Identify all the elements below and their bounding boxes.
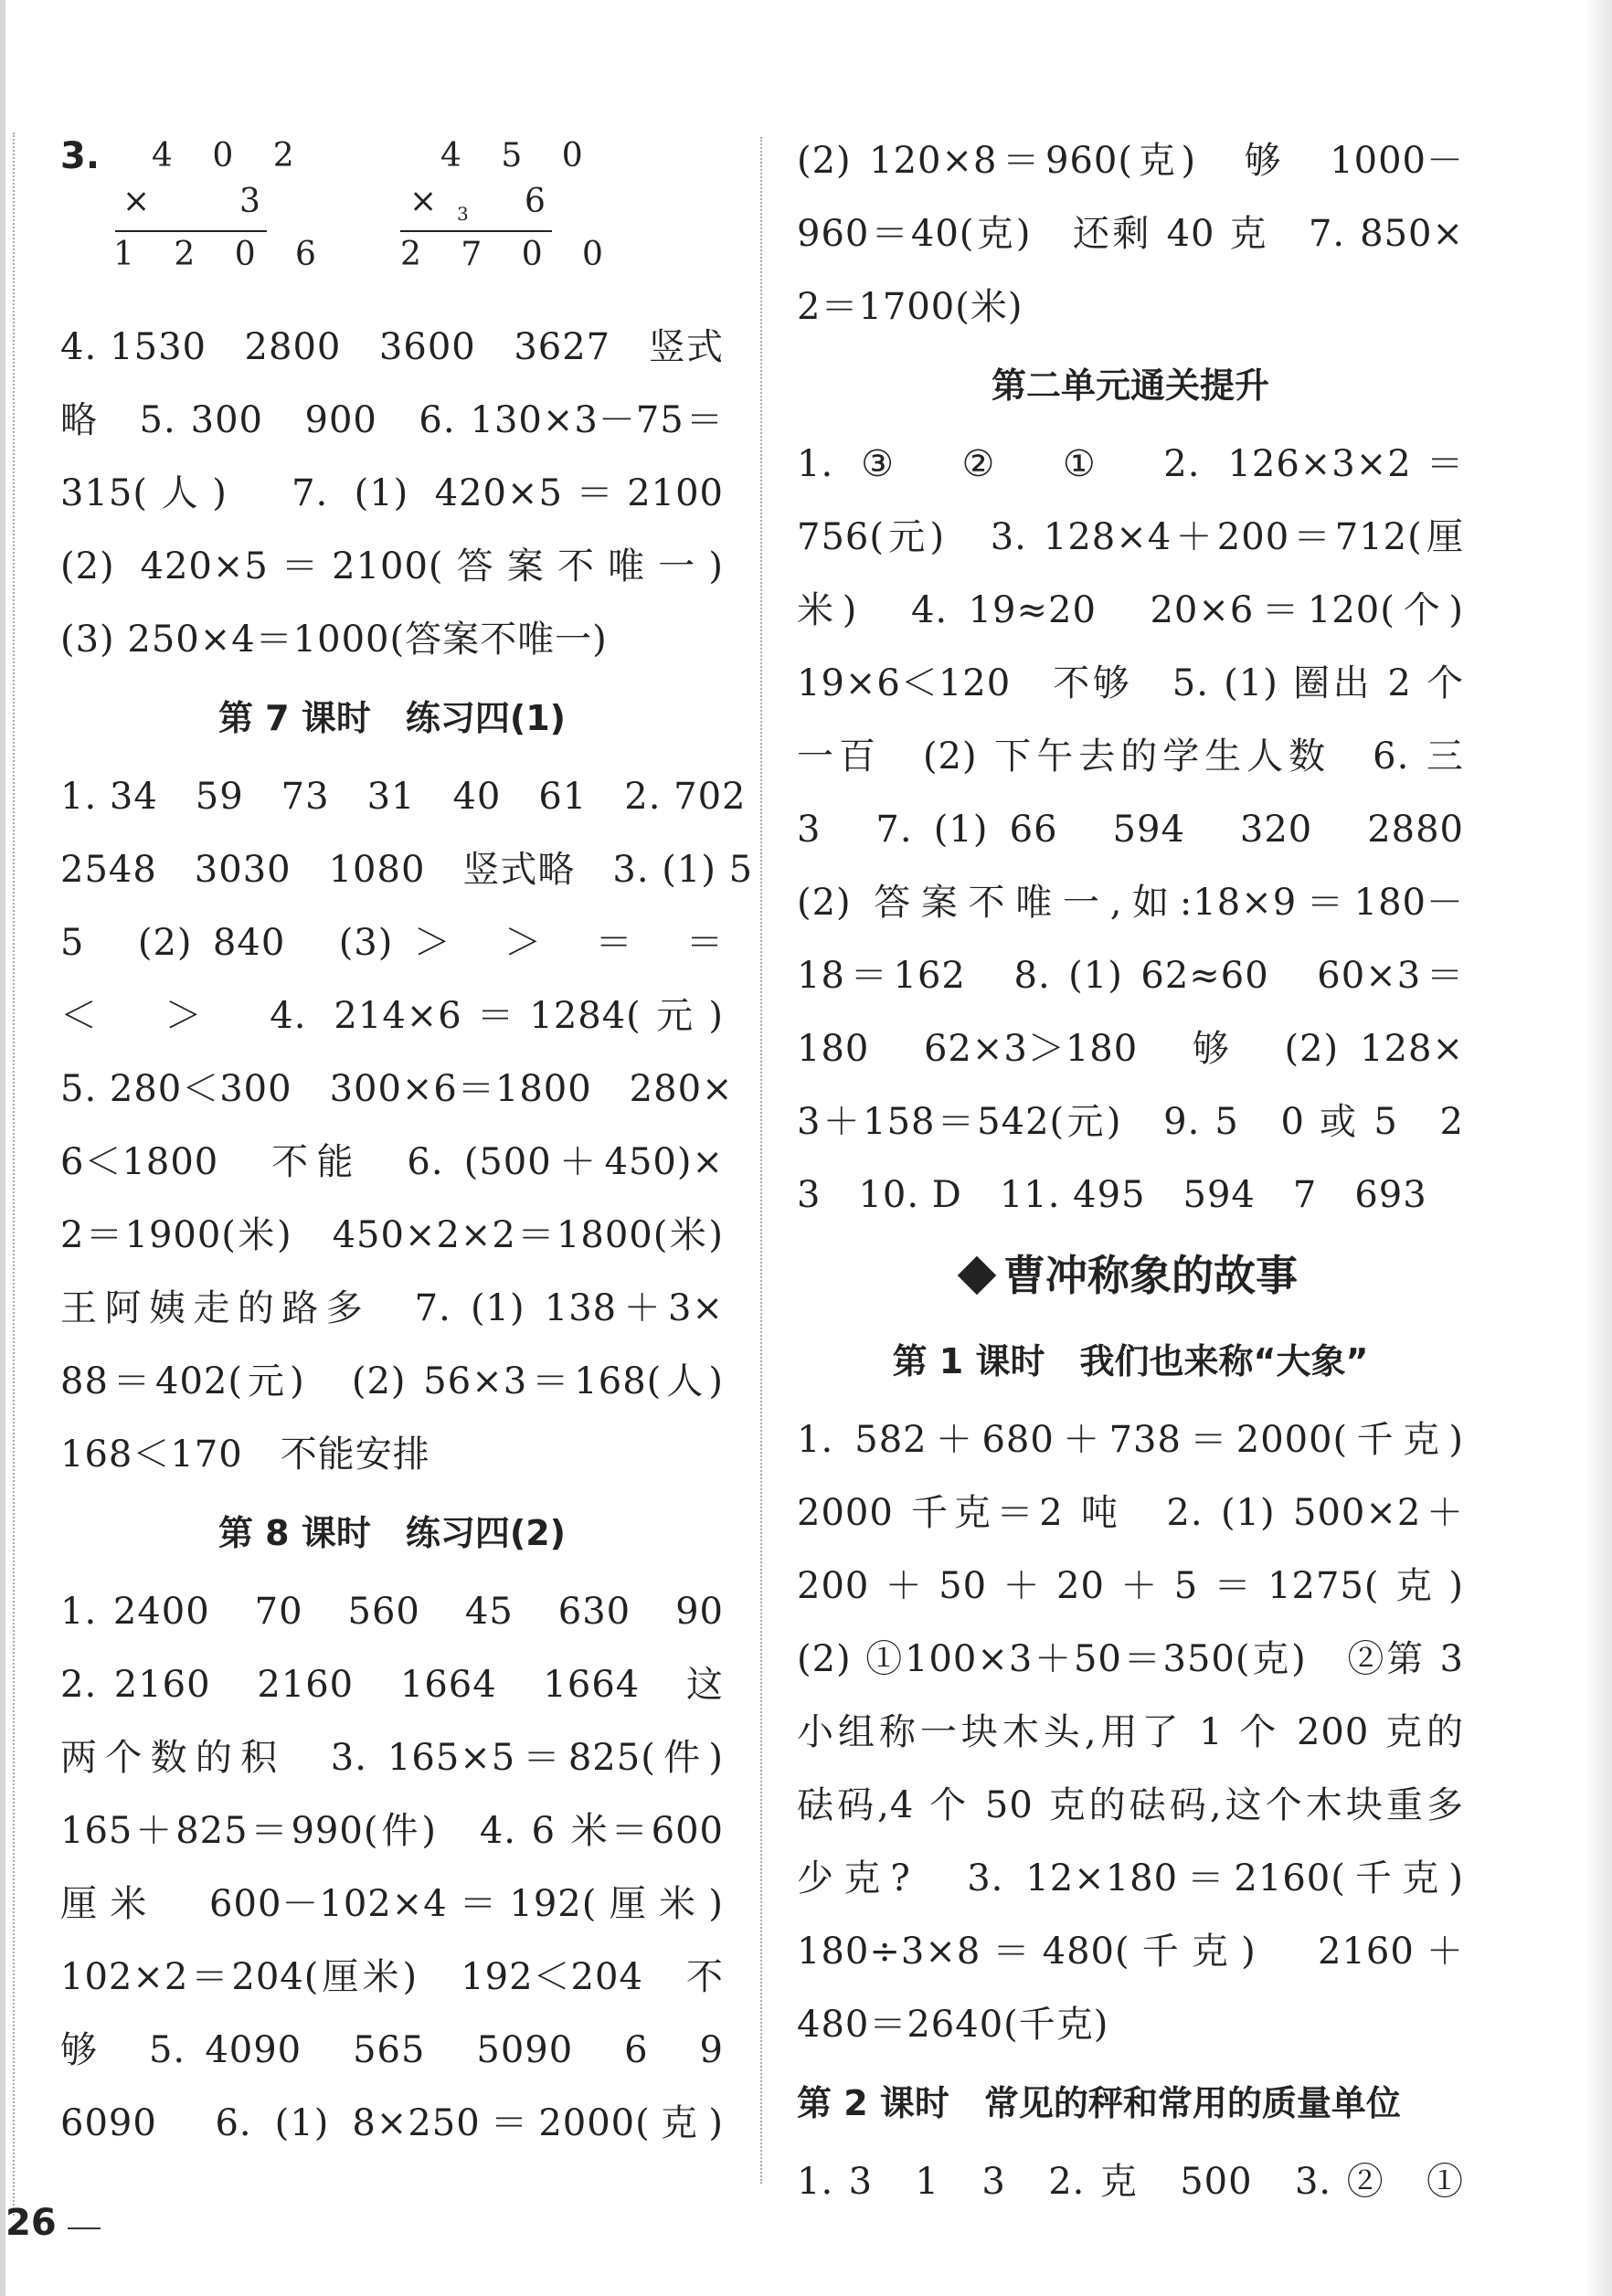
answer-line: 19×6＜120 不够 5. (1) 圈出 2 个 [797,662,1464,704]
answer-line: 88＝402(元) (2) 56×3＝168(人) [60,1360,724,1402]
answer-line: (2) 答案不唯一,如:18×9＝180－ [797,882,1464,924]
diamond-icon [958,1256,996,1295]
answer-line: 王阿姨走的路多 7. (1) 138＋3× [60,1287,724,1329]
column-divider [760,137,762,2184]
answer-line: 2＝1900(米) 450×2×2＝1800(米) [60,1214,724,1256]
unit-title [797,1232,1464,1319]
answer-line: 960＝40(克) 还剩 40 克 7. 850× [797,213,1464,255]
answer-line: 3＋158＝542(元) 9. 5 0 或 5 2 [797,1101,1464,1143]
section-heading: 第 8 课时 练习四(2) [217,1513,567,1553]
answer-line: 1. 34 59 73 31 40 61 2. 702 [60,776,747,818]
section-heading: 第 7 课时 练习四(1) [217,698,567,738]
vertical-multiplication-block [60,128,724,311]
answer-line: (2) ①100×3＋50＝350(克) ②第 3 [797,1638,1464,1680]
multiplier: 6 [525,183,560,220]
answer-line: 168＜170 不能安排 [60,1434,430,1476]
answer-line: 180÷3×8＝480(千克) 2160＋ [797,1931,1464,1973]
answer-line: (2) 120×8＝960(克) 够 1000－ [797,140,1464,182]
question-number: 3. [60,135,101,177]
answer-line: 18＝162 8. (1) 62≈60 60×3＝ [797,955,1464,997]
page-number-dash [68,2227,101,2229]
answer-line: 480＝2640(千克) [797,2004,1109,2046]
page-edge-left [0,0,5,2296]
answer-line: 2＝1700(米) [797,286,1023,328]
answer-line: 厘米 600－102×4＝192(厘米) [60,1883,724,1925]
right-column [797,124,1464,2218]
answer-line: 165＋825＝990(件) 4. 6 米＝600 [60,1810,724,1852]
times-sign: × [122,183,165,220]
answer-line: 200＋50＋20＋5＝1275(克) [797,1565,1464,1607]
section-heading: 第 1 课时 我们也来称“大象” [892,1341,1369,1381]
answer-line: 两个数的积 3. 165×5＝825(件) [60,1737,724,1779]
answer-line: 米) 4. 19≈20 20×6＝120(个) [797,589,1464,631]
carry-digit: 3 [457,203,469,225]
answer-line: 一百 (2) 下午去的学生人数 6. 三 [797,735,1464,778]
section-heading: 第二单元通关提升 [991,365,1269,406]
answer-line: 砝码,4 个 50 克的砝码,这个木块重多 [797,1784,1464,1826]
answer-line: 2548 3030 1080 竖式略 3. (1) 5 [60,849,754,891]
answer-line: 5 (2) 840 (3) ＞ ＞ ＝ ＝ [60,922,724,964]
answer-line: 3 10. D 11. 495 594 7 693 [797,1174,1427,1216]
answer-line: 6＜1800 不能 6. (500＋450)× [60,1141,724,1183]
page-edge-right [1585,0,1612,2296]
answer-line: 180 62×3＞180 够 (2) 128× [797,1028,1464,1070]
answer-line: 2. 2160 2160 1664 1664 这 [60,1664,724,1706]
multiplier: 3 [239,183,275,220]
answer-line: ＜ ＞ 4. 214×6＝1284(元) [60,995,724,1037]
section-heading: 第 2 课时 常见的秤和常用的质量单位 [797,2083,1401,2123]
result-line [400,230,552,232]
answer-line: 5. 280＜300 300×6＝1800 280× [60,1068,734,1110]
margin-rule [13,132,15,2216]
product: 1 2 0 6 [113,236,331,273]
answer-line: 102×2＝204(厘米) 192＜204 不 [60,1956,724,1998]
answer-line: 1. 2400 70 560 45 630 90 [60,1591,724,1633]
left-column [60,128,754,2160]
answer-line: 1. 3 1 3 2. 克 500 3. ② ① [797,2161,1464,2203]
answer-line: 315(人) 7. (1) 420×5＝2100 [60,472,724,514]
answer-line: 1. ③ ② ① 2. 126×3×2＝ [797,443,1464,485]
product: 2 7 0 0 [400,236,618,273]
answer-line: (3) 250×4＝1000(答案不唯一) [60,619,608,661]
result-line [115,230,267,232]
answer-line: 4. 1530 2800 3600 3627 竖式 [60,326,724,368]
answer-line: (2) 420×5＝2100(答案不唯一) [60,545,724,587]
answer-line: 3 7. (1) 66 594 320 2880 [797,809,1464,851]
times-sign: × [409,183,452,220]
answer-line: 756(元) 3. 128×4＋200＝712(厘 [797,516,1464,558]
page-number: 26 [5,2202,57,2244]
answer-line: 够 5. 4090 565 5090 6 9 [60,2029,724,2071]
answer-line: 1. 582＋680＋738＝2000(千克) [797,1419,1464,1461]
multiplicand: 4 0 2 [152,137,309,175]
answer-line: 6090 6. (1) 8×250＝2000(克) [60,2102,724,2144]
answer-line: 2000 千克＝2 吨 2. (1) 500×2＋ [797,1492,1464,1534]
unit-title-text: 曹冲称象的故事 [1003,1251,1298,1300]
answer-line: 少克? 3. 12×180＝2160(千克) [797,1857,1464,1899]
answer-line: 略 5. 300 900 6. 130×3－75＝ [60,399,724,441]
multiplicand: 4 5 0 [440,137,598,175]
answer-line: 小组称一块木头,用了 1 个 200 克的 [797,1711,1464,1753]
